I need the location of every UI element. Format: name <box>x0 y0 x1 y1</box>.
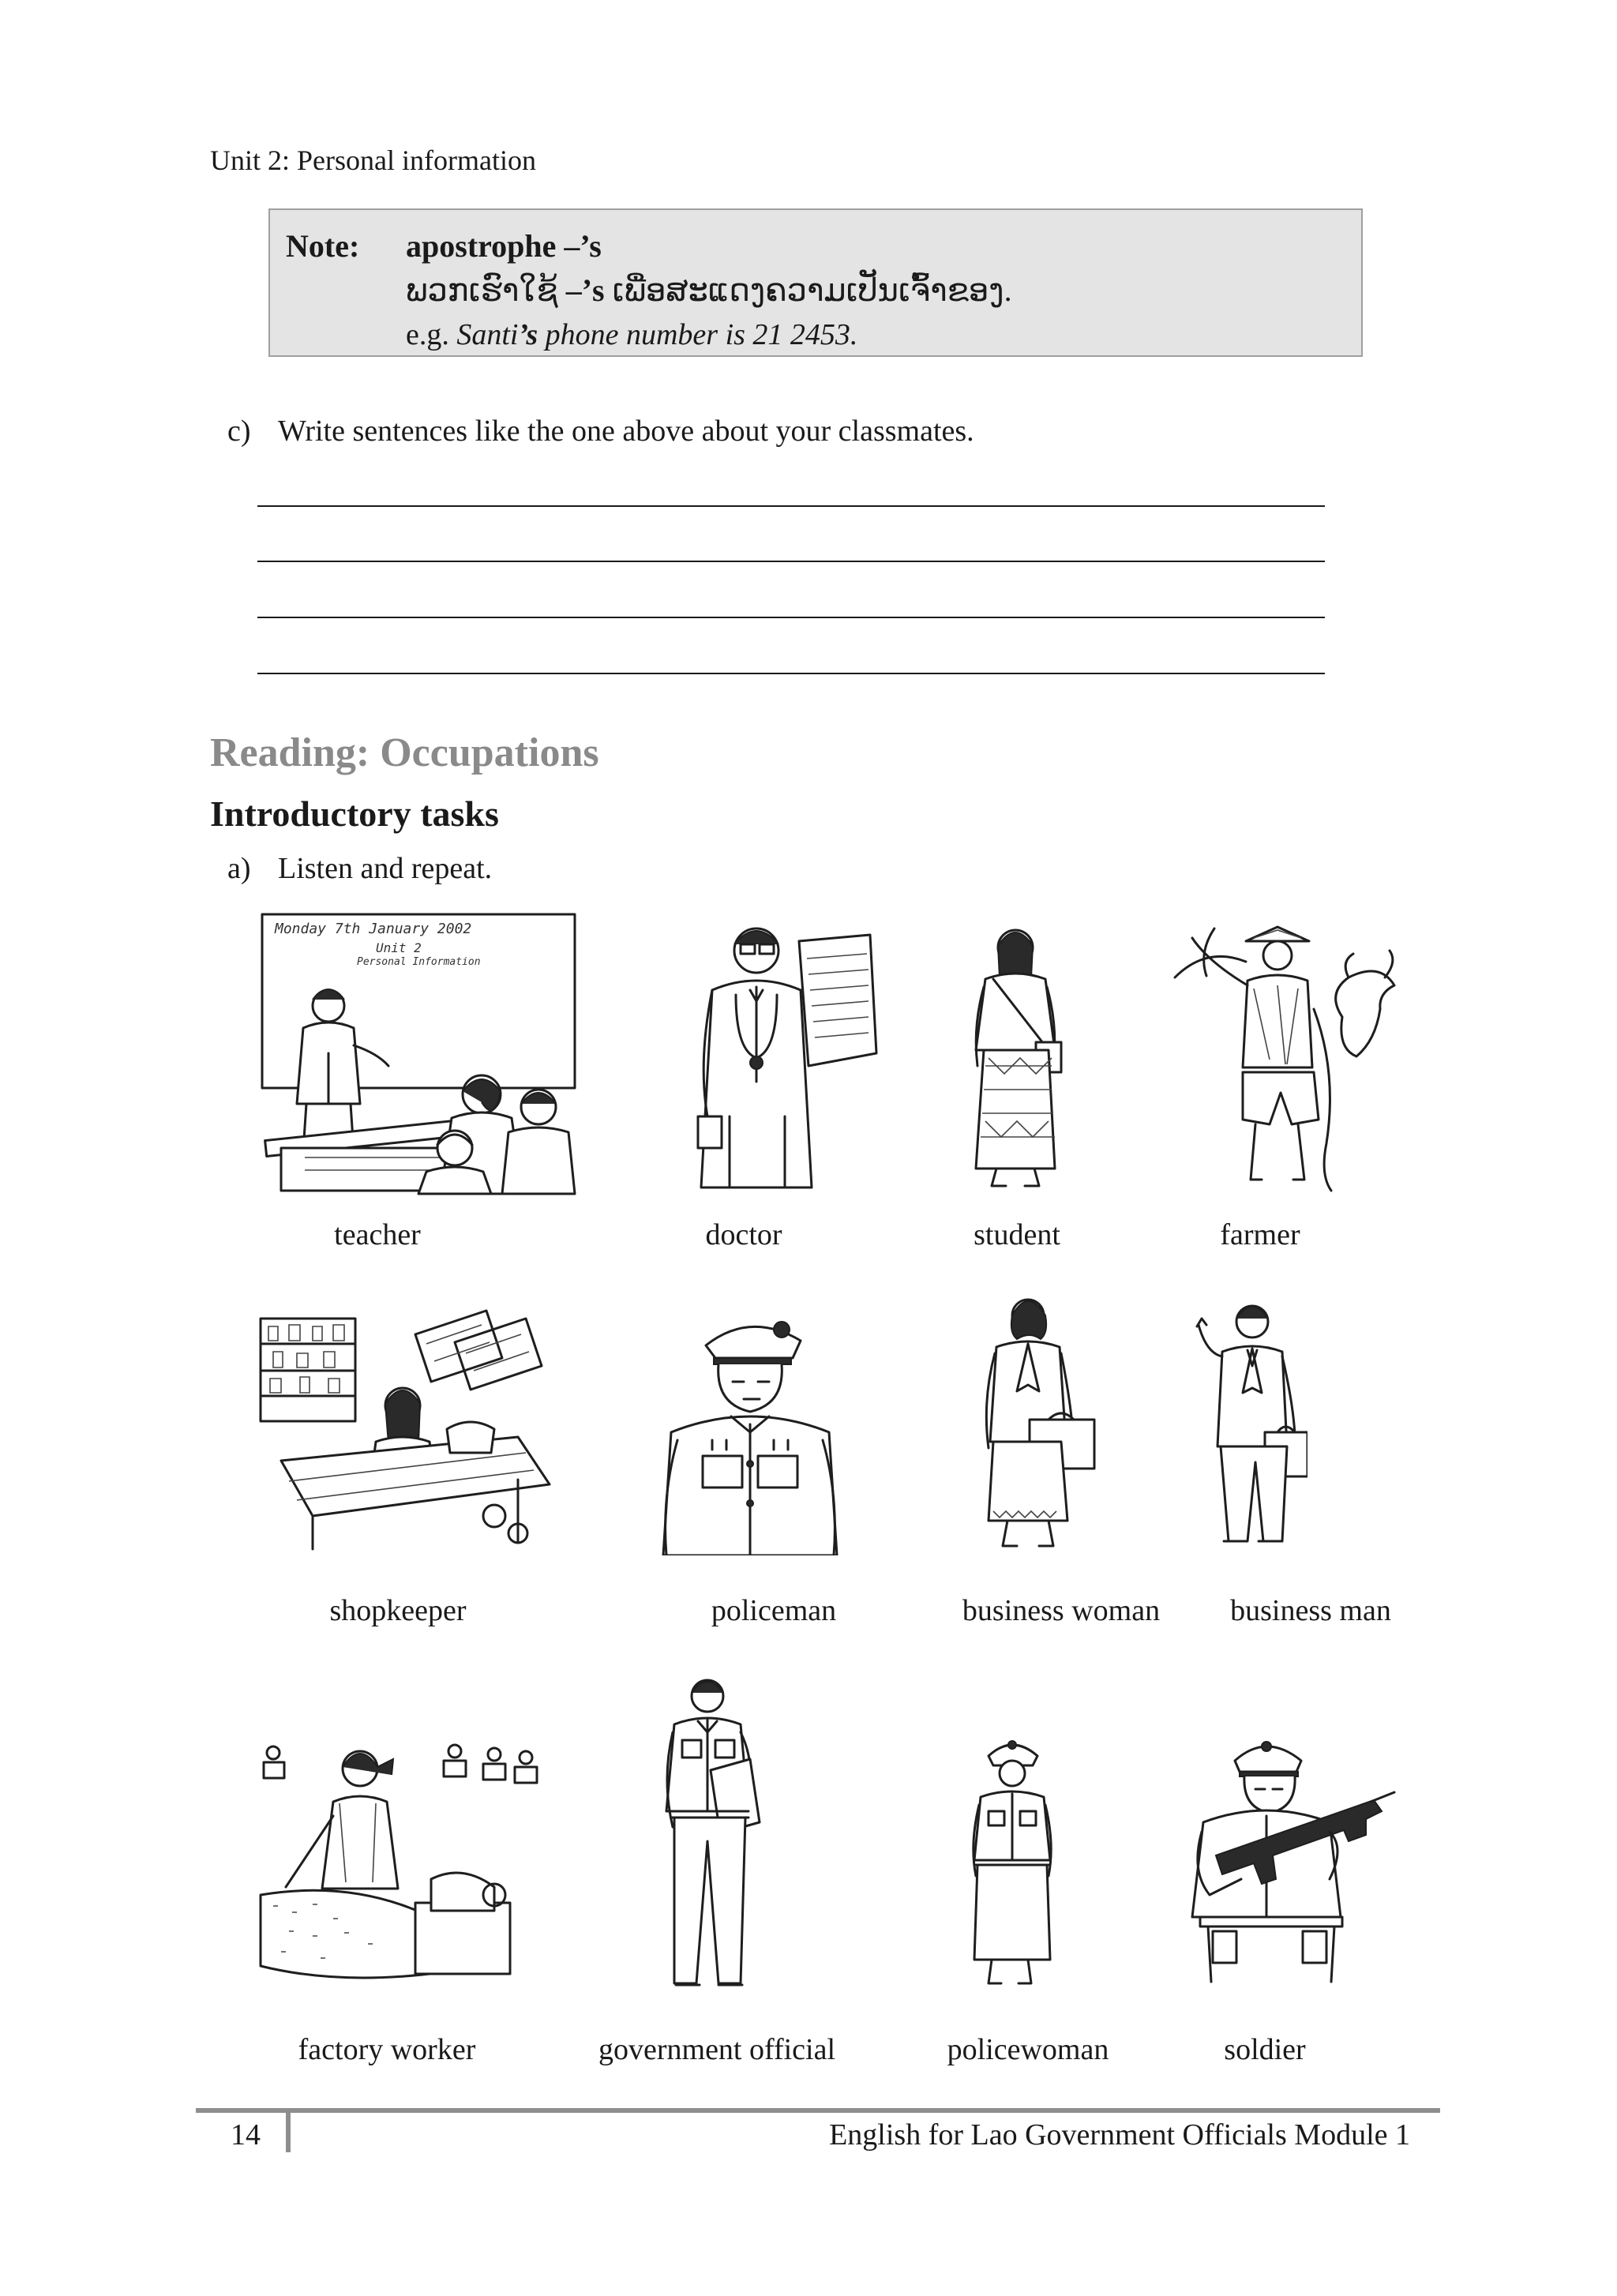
caption-doctor: doctor <box>705 1218 782 1251</box>
writing-line[interactable] <box>257 505 1325 507</box>
blackboard-line-2: Unit 2 <box>376 940 422 955</box>
task-c-text: Write sentences like the one above about your classmates. <box>278 415 974 448</box>
caption-factory-worker: factory worker <box>298 2033 476 2066</box>
business-man-illustration <box>1191 1300 1307 1555</box>
task-c <box>227 414 974 448</box>
caption-policeman: policeman <box>711 1594 837 1627</box>
note-lao-explanation <box>406 272 1012 309</box>
note-lao-before: ພວກເຮົາໃຊ້ <box>406 272 566 308</box>
writing-line[interactable] <box>257 673 1325 674</box>
task-a <box>227 851 492 886</box>
example-rest: phone number is 21 2453. <box>538 318 858 351</box>
note-label: Note: <box>286 228 360 264</box>
caption-shopkeeper: shopkeeper <box>329 1594 467 1627</box>
task-c-marker: c) <box>227 415 251 448</box>
footer-rule <box>196 2108 1440 2113</box>
note-title: apostrophe –’s <box>406 228 602 264</box>
page-number: 14 <box>231 2118 261 2152</box>
blackboard-line-3: Personal Information <box>357 956 481 968</box>
caption-business-man: business man <box>1230 1594 1391 1627</box>
government-official-illustration <box>655 1675 767 1994</box>
note-lao-after: ເພື່ອສະແດງຄວາມເປັນເຈົ້າຂອງ. <box>604 272 1012 308</box>
caption-policewoman: policewoman <box>947 2033 1109 2066</box>
farmer-illustration <box>1159 922 1398 1192</box>
caption-government-official: government official <box>598 2033 836 2066</box>
caption-student: student <box>974 1218 1060 1251</box>
doctor-illustration <box>681 919 880 1192</box>
example-possessive: ’s <box>518 318 538 351</box>
caption-farmer: farmer <box>1220 1218 1300 1251</box>
shopkeeper-illustration <box>257 1303 557 1554</box>
policewoman-illustration <box>965 1737 1058 1990</box>
footer-divider <box>286 2113 291 2152</box>
note-lao-bold: –’s <box>565 272 605 308</box>
writing-line[interactable] <box>257 561 1325 562</box>
example-name: Santi <box>456 318 519 351</box>
sub-title: Introductory tasks <box>210 793 499 834</box>
business-woman-illustration <box>970 1292 1099 1554</box>
soldier-illustration <box>1184 1737 1399 1990</box>
example-prefix: e.g. <box>406 318 457 351</box>
footer-title: English for Lao Government Officials Module 1 <box>829 2118 1410 2152</box>
caption-soldier: soldier <box>1224 2033 1306 2066</box>
policeman-illustration <box>655 1314 845 1555</box>
note-box <box>268 208 1363 357</box>
running-header: Unit 2: Personal information <box>210 144 536 176</box>
blackboard-line-1: Monday 7th January 2002 <box>275 921 472 937</box>
student-illustration <box>962 924 1069 1191</box>
caption-business-woman: business woman <box>962 1594 1161 1627</box>
task-a-marker: a) <box>227 852 251 885</box>
teacher-illustration <box>257 911 576 1195</box>
writing-line[interactable] <box>257 617 1325 618</box>
section-title: Reading: Occupations <box>210 730 599 775</box>
task-a-text: Listen and repeat. <box>278 852 493 885</box>
factory-worker-illustration <box>257 1737 542 1993</box>
note-example <box>406 317 857 352</box>
caption-teacher: teacher <box>334 1218 421 1251</box>
